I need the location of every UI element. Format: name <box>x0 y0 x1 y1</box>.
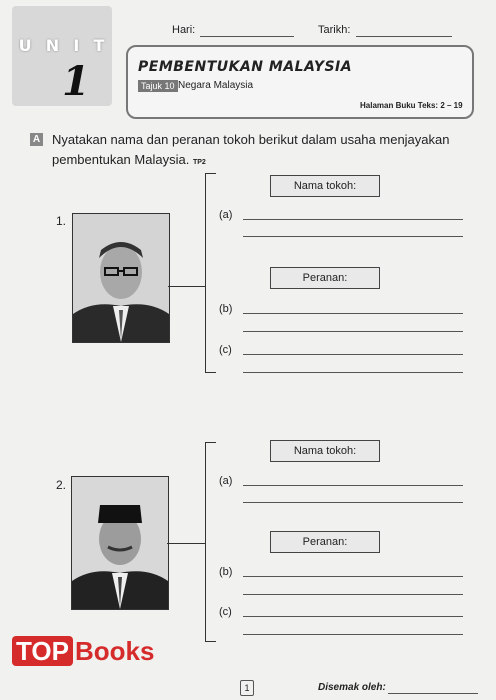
answer-line[interactable] <box>243 372 463 373</box>
item-number: 2. <box>56 478 67 492</box>
disemak-label: Disemak oleh: <box>318 682 386 693</box>
answer-line[interactable] <box>243 576 463 577</box>
logo-books: Books <box>74 636 155 666</box>
topbooks-logo <box>12 636 154 667</box>
connector-line <box>167 543 205 544</box>
bracket <box>205 442 216 642</box>
answer-line[interactable] <box>243 236 463 237</box>
option-label: (b) <box>219 566 233 578</box>
textbook-pages: Halaman Buku Teks: 2 – 19 <box>360 101 463 110</box>
instruction <box>52 130 472 173</box>
tarikh-label: Tarikh: <box>318 24 351 36</box>
hari-label: Hari: <box>172 24 196 36</box>
answer-line[interactable] <box>243 485 463 486</box>
nama-tokoh-box: Nama tokoh: <box>270 175 380 197</box>
nama-tokoh-box: Nama tokoh: <box>270 440 380 462</box>
peranan-box: Peranan: <box>270 267 380 289</box>
unit-label <box>12 36 112 55</box>
item-number: 1. <box>56 214 67 228</box>
tajuk-text: Negara Malaysia <box>178 80 254 91</box>
tarikh-field[interactable] <box>356 36 452 37</box>
unit-letter: U <box>18 36 33 55</box>
chapter-title: PEMBENTUKAN MALAYSIA <box>138 59 353 75</box>
option-label: (a) <box>219 209 233 221</box>
answer-line[interactable] <box>243 594 463 595</box>
option-label: (c) <box>219 344 232 356</box>
portrait-photo <box>71 476 169 610</box>
peranan-box: Peranan: <box>270 531 380 553</box>
answer-line[interactable] <box>243 354 463 355</box>
tp-tag: TP2 <box>192 159 206 166</box>
section-a-badge: A <box>30 133 43 146</box>
option-label: (b) <box>219 303 233 315</box>
portrait-photo <box>72 213 170 343</box>
answer-line[interactable] <box>243 616 463 617</box>
answer-line[interactable] <box>243 502 463 503</box>
tajuk-badge: Tajuk 10 <box>138 80 178 92</box>
bracket <box>205 173 216 373</box>
disemak-line[interactable] <box>388 693 478 694</box>
unit-letter: N <box>45 36 61 55</box>
portrait-2-image <box>72 477 168 609</box>
page-number: 1 <box>240 680 254 696</box>
answer-line[interactable] <box>243 331 463 332</box>
unit-letter: T <box>93 36 106 55</box>
option-label: (c) <box>219 606 232 618</box>
instruction-text: Nyatakan nama dan peranan tokoh berikut dalam usaha menjayakan pembentukan Malaysia. <box>52 132 450 167</box>
logo-top: TOP <box>12 636 73 666</box>
portrait-1-image <box>73 214 169 342</box>
hari-field[interactable] <box>200 36 294 37</box>
answer-line[interactable] <box>243 634 463 635</box>
unit-number: 1 <box>62 58 90 105</box>
connector-line <box>168 286 205 287</box>
option-label: (a) <box>219 475 233 487</box>
answer-line[interactable] <box>243 219 463 220</box>
answer-line[interactable] <box>243 313 463 314</box>
unit-letter: I <box>73 36 81 55</box>
